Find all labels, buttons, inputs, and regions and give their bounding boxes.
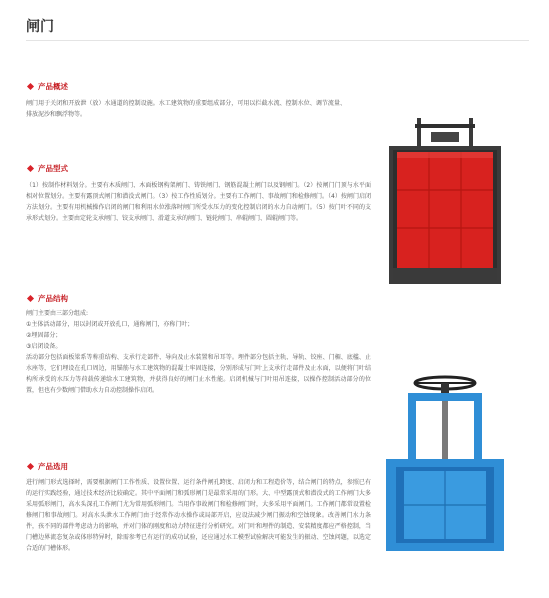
section-title: 产品结构 — [38, 293, 68, 303]
application-text: 进行闸门形式选择时，需要根据闸门工作性质、设置位置、运行条件闸孔跨度、启闭力和工程造价等，结合闸门的特点，参照已有的运行实践经验，通过技术经济比较确定。其中平面闸门和弧形闸门是最常采用的门形。大、中型露顶式和潜没式的工作闸门大多采用弧形闸门，高水头深孔工作闸门尤为常用弧形闸门。当用作事故闸门和检修闸门时，大多采用平面闸门。工作闸门都常设置检修闸门和事故闸门。对高水头泄水工作闸门由于经常作动水操作或局部开启，应设法减少闸门振动和空蚀现象。改善闸门水力条件，孩不同的部件考虑动力的影响，并对门体的刚度和动力特征进行分析研究。对门叶和埋件的制造、安装精度都应严格控制，当门槽边界流态复杂或体形特异时，除需参考已有运行的成功试验，还应通过水工模型试验解决可能发生的振动、空蚀问题，以选定合适的门槽体形。 — [26, 479, 371, 552]
section-types — [26, 162, 371, 224]
section-title: 产品选用 — [38, 461, 68, 471]
structure-line: 闸门主要由三部分组成: — [26, 310, 89, 317]
page-title: 闸门 — [26, 19, 54, 35]
section-structure — [26, 292, 371, 396]
bullet-diamond-icon — [27, 294, 34, 301]
section-header — [26, 80, 346, 92]
bullet-diamond-icon — [27, 82, 34, 89]
structure-line: ①主体活动部分，用以封闭或开放孔口，通称闸门，亦称门叶； — [26, 321, 194, 328]
section-header — [26, 162, 371, 174]
section-header — [26, 292, 371, 304]
bullet-diamond-icon — [27, 164, 34, 171]
bullet-diamond-icon — [27, 462, 34, 469]
overview-text: 闸门用于关闭和开放泄（放）水通道的控制设施。水工建筑物的重要组成部分，可用以拦截水流、控制水位、调节流量、排放泥沙和飘浮物等。 — [26, 100, 346, 118]
title-divider — [26, 40, 529, 41]
structure-text: 活动部分包括面板梁系等称重结构、支承行走部件、导向及止水装置和吊耳等。埋件部分包括主轨、导轨、铰座、门楣、底槛、止水座等，它们埋设在孔口周边，用锚筋与水工建筑物的混凝土牢固连接，分别形成与门叶上支承行走部件及止水面，以便将门叶结构所承受的水压力等荷载传递给水工建筑物，并获得良好的闸门止水性能。启闭机械与门叶用吊连接，以操作控制活动部分的位置，但也有少数闸门借助水力自动控制操作启闭。 — [26, 354, 371, 394]
section-header — [26, 460, 371, 472]
section-application — [26, 460, 371, 554]
blue-sluice-gate-image — [386, 375, 504, 551]
red-sluice-gate-image — [387, 118, 503, 286]
section-title: 产品概述 — [38, 81, 68, 91]
section-title: 产品型式 — [38, 163, 68, 173]
structure-line: ③启闭设备。 — [26, 343, 62, 350]
section-overview — [26, 80, 346, 120]
structure-line: ②埋固部分； — [26, 332, 62, 339]
types-text: （1）按制作材料划分。主要有木质闸门、木面板钢构架闸门、铸铁闸门、钢筋混凝土闸门以及钢闸门。（2）按闸门门顶与水平面相对位置划分。主要有露顶式闸门和潜没式闸门。（3）按工作性质划分。主要有工作闸门、事故闸门和检修闸门。（4）按闸门启闭方法划分。主要有用机械操作启闭的闸门和利用水位涨落时闸门所受水压力的变化控制启闭的水力自动闸门。（5）按门叶不同的支承形式划分。主要由定轮支承闸门、铰支承闸门、滑道支承的闸门、链轮闸门、串辊闸门、圆辊闸门等。 — [26, 182, 371, 222]
